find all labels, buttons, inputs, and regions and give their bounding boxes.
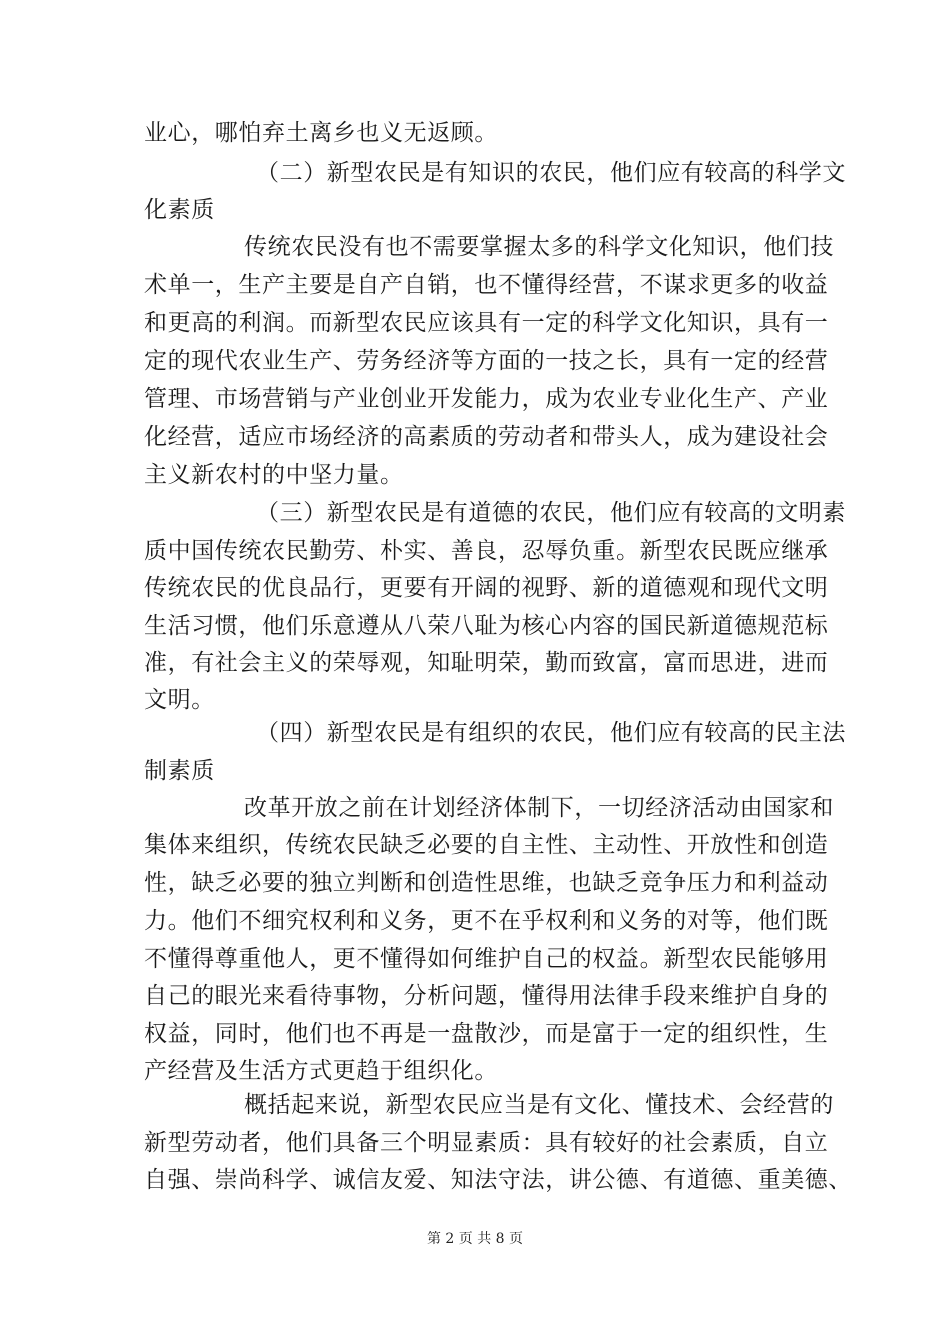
body-line: 概括起来说，新型农民应当是有文化、懂技术、会经营的	[244, 1092, 834, 1118]
body-line: 准，有社会主义的荣辱观，知耻明荣，勤而致富，富而思进，进而	[144, 650, 829, 676]
body-line: 新型劳动者，他们具备三个明显素质：具有较好的社会素质，自立	[144, 1130, 829, 1156]
section-heading-line: 制素质	[144, 758, 215, 784]
body-line: 业心，哪怕弃土离乡也义无返顾。	[144, 120, 498, 146]
body-line: 文明。	[144, 687, 215, 713]
body-line: 定的现代农业生产、劳务经济等方面的一技之长，具有一定的经营	[144, 348, 829, 374]
body-line: 集体来组织，传统农民缺乏必要的自主性、主动性、开放性和创造	[144, 832, 829, 858]
body-line: 产经营及生活方式更趋于组织化。	[144, 1058, 498, 1084]
body-line: 和更高的利润。而新型农民应该具有一定的科学文化知识，具有一	[144, 310, 829, 336]
body-line: 质中国传统农民勤劳、朴实、善良，忍辱负重。新型农民既应继承	[144, 538, 829, 564]
body-line: 传统农民的优良品行，更要有开阔的视野、新的道德观和现代文明	[144, 575, 829, 601]
body-line: 力。他们不细究权利和义务，更不在乎权利和义务的对等，他们既	[144, 908, 829, 934]
body-line: 自强、崇尚科学、诚信友爱、知法守法，讲公德、有道德、重美德、	[144, 1167, 852, 1193]
section-heading-line: （三）新型农民是有道德的农民，他们应有较高的文明素	[256, 500, 846, 526]
body-line: 术单一，生产主要是自产自销，也不懂得经营，不谋求更多的收益	[144, 272, 829, 298]
body-line: 生活习惯，他们乐意遵从八荣八耻为核心内容的国民新道德规范标	[144, 613, 829, 639]
body-line: 主义新农村的中坚力量。	[144, 462, 404, 488]
body-line: 传统农民没有也不需要掌握太多的科学文化知识，他们技	[244, 234, 834, 260]
section-heading-line: （四）新型农民是有组织的农民，他们应有较高的民主法	[256, 720, 846, 746]
body-line: 管理、市场营销与产业创业开发能力，成为农业专业化生产、产业	[144, 386, 829, 412]
body-line: 化经营，适应市场经济的高素质的劳动者和带头人，成为建设社会	[144, 424, 829, 450]
section-heading-line: （二）新型农民是有知识的农民，他们应有较高的科学文	[256, 160, 846, 186]
body-line: 自己的眼光来看待事物，分析问题，懂得用法律手段来维护自身的	[144, 983, 829, 1009]
page-number-footer: 第 2 页 共 8 页	[426, 1231, 524, 1247]
body-line: 不懂得尊重他人，更不懂得如何维护自己的权益。新型农民能够用	[144, 946, 829, 972]
body-line: 改革开放之前在计划经济体制下，一切经济活动由国家和	[244, 795, 834, 821]
body-line: 权益，同时，他们也不再是一盘散沙，而是富于一定的组织性，生	[144, 1021, 829, 1047]
section-heading-line: 化素质	[144, 197, 215, 223]
body-line: 性，缺乏必要的独立判断和创造性思维，也缺乏竞争压力和利益动	[144, 870, 829, 896]
